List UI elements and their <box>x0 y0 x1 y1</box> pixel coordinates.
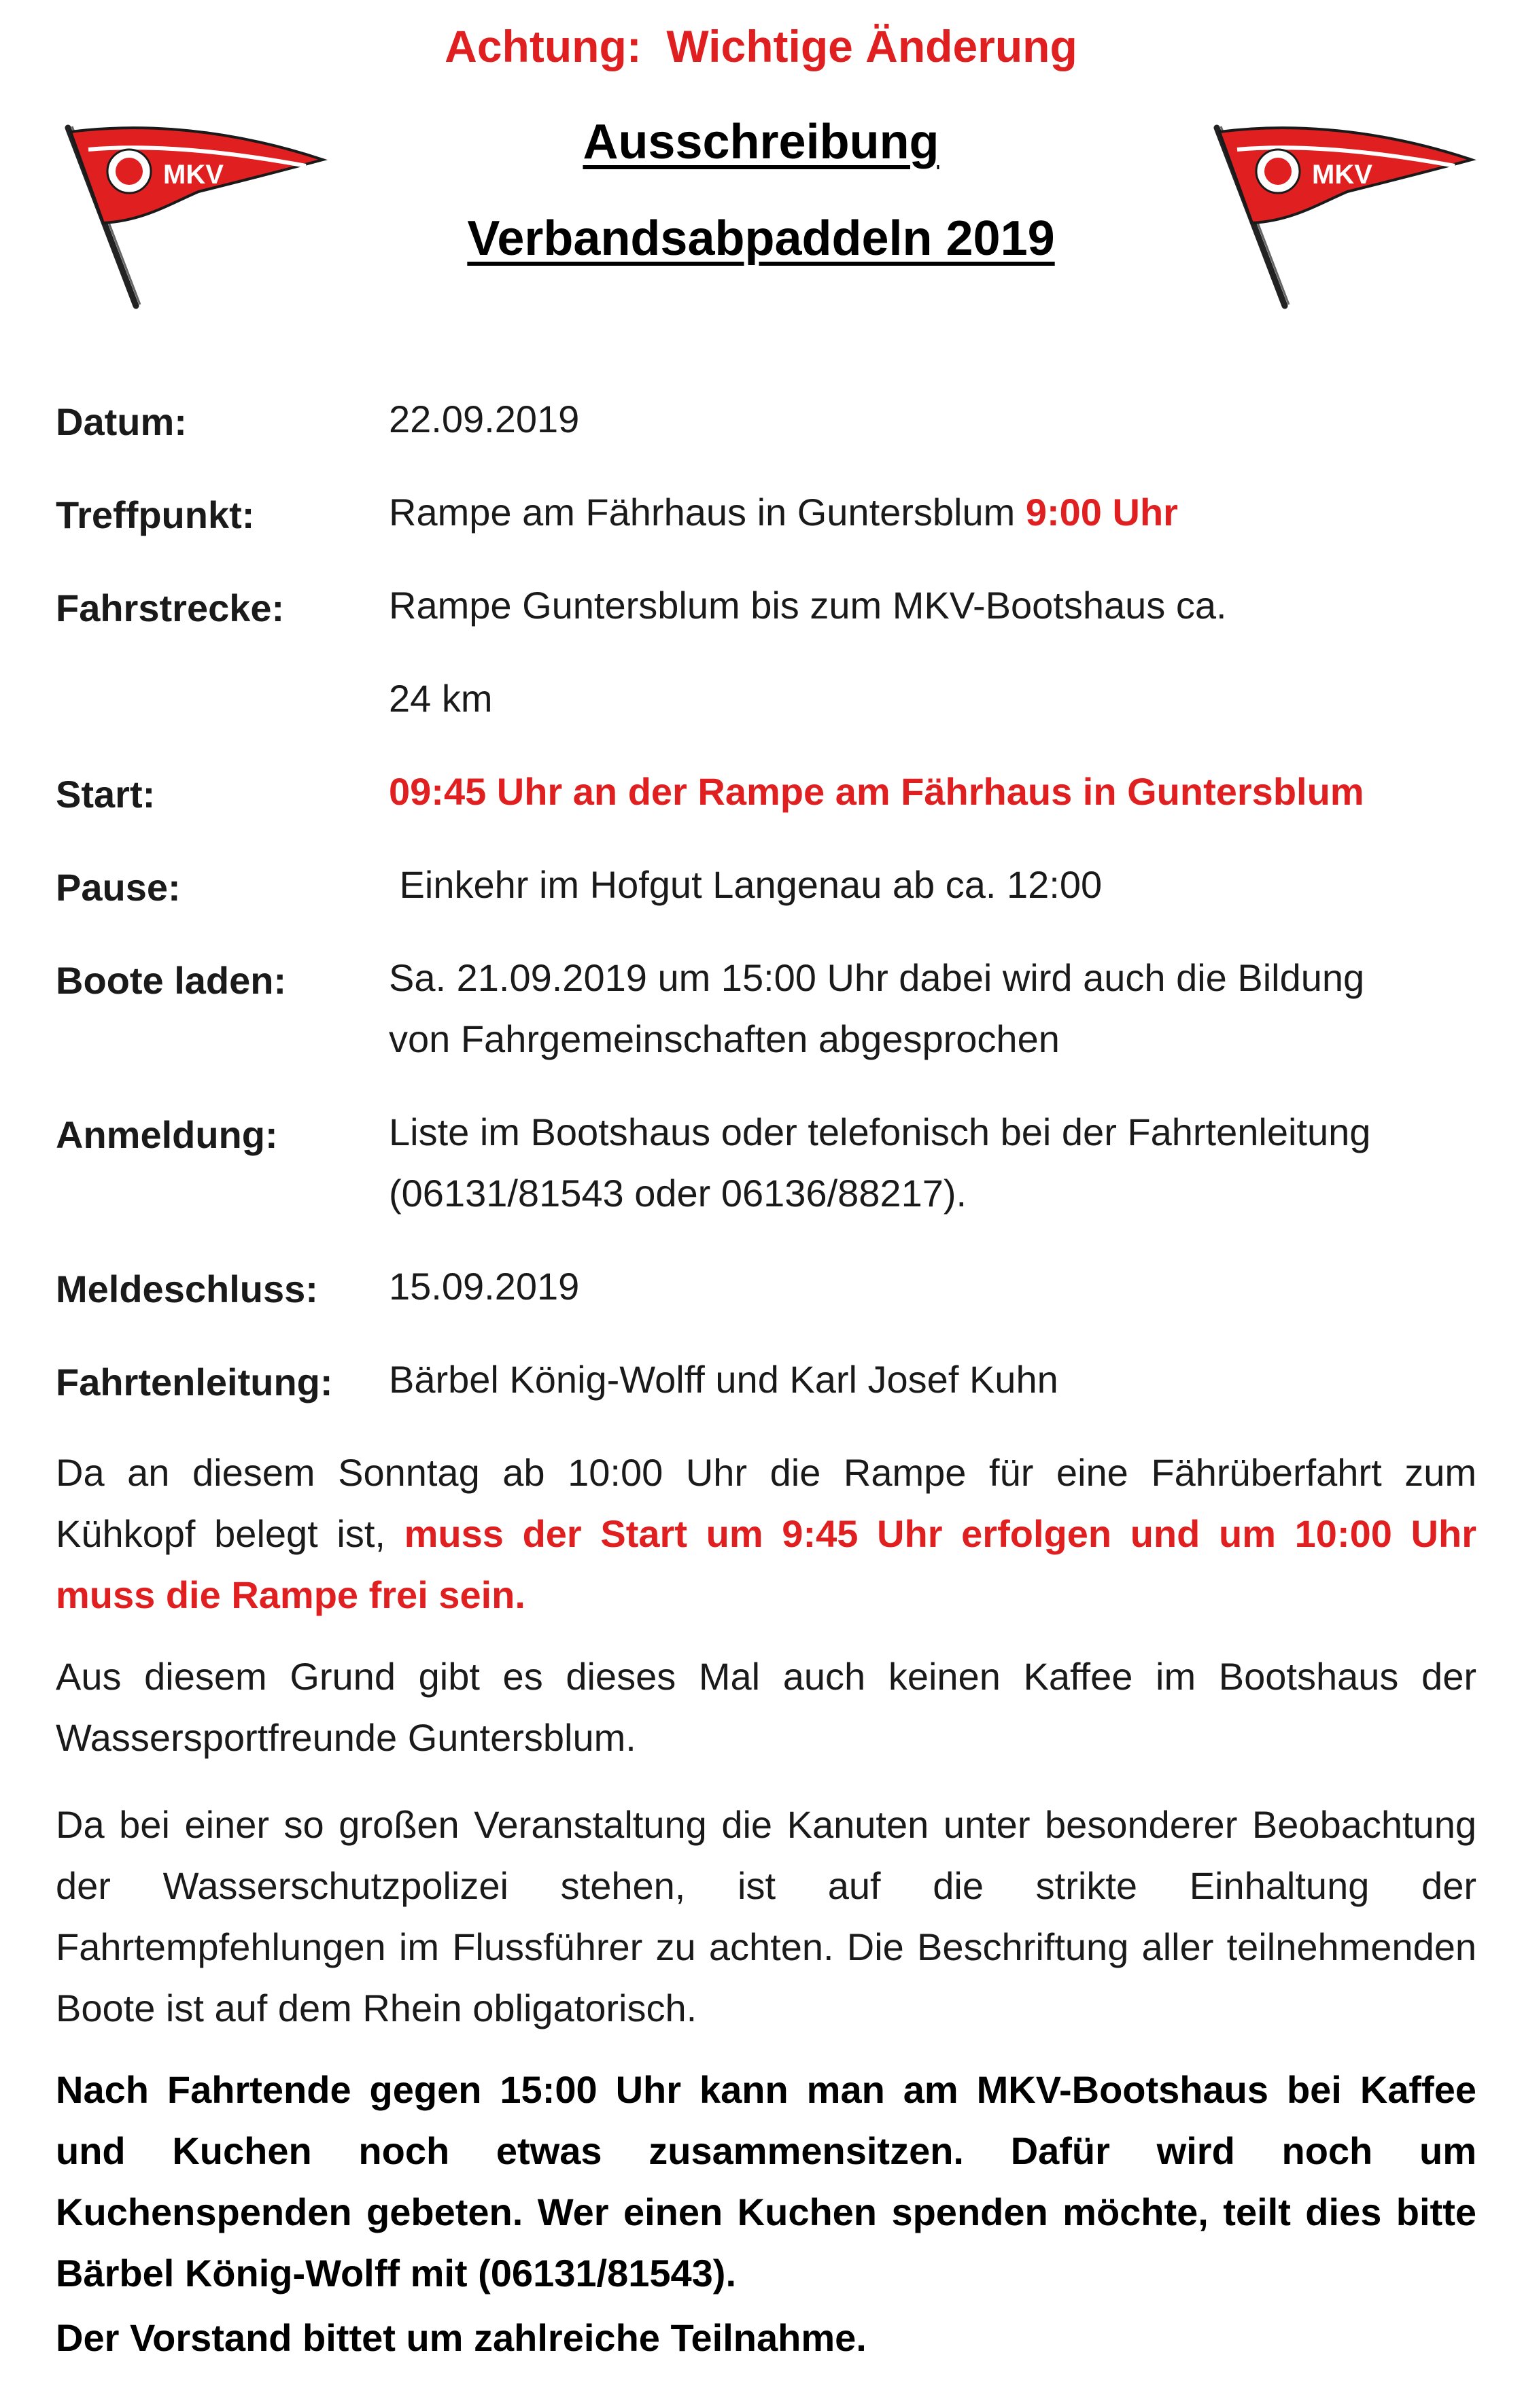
boote-laden-line1: Sa. 21.09.2019 um 15:00 Uhr dabei wird auch die Bildung <box>389 956 1365 999</box>
attention-heading: Achtung: Wichtige Änderung <box>445 21 1077 71</box>
treffpunkt-value: Rampe am Fährhaus in Guntersblum <box>389 491 1016 534</box>
boote-laden-line2: von Fahrgemeinschaften abgesprochen <box>389 1017 1060 1060</box>
anmeldung-line2: (06131/81543 oder 06136/88217). <box>389 1172 967 1215</box>
paragraph-vorstand: Der Vorstand bittet um zahlreiche Teilnahme. <box>56 2316 867 2359</box>
logo-text-left: MKV <box>163 160 224 190</box>
paragraph-kaffee: Aus diesem Grund gibt es dieses Mal auch keinen Kaffee im Bootshaus der Wassersportfreunde Guntersblum. <box>56 1655 1476 1759</box>
anmeldung-line1: Liste im Bootshaus oder telefonisch bei der Fahrtenleitung <box>389 1111 1371 1153</box>
meldeschluss-value: 15.09.2019 <box>389 1265 580 1308</box>
paragraph-wasserschutz: Da bei einer so großen Veranstaltung die Kanuten unter besonderer Beobachtung der Wasserschutzpolizei stehen, ist auf die strikte Einhaltung der Fahrtempfehlungen im Flussführer zu achten. Die Beschriftung aller teilnehmenden Boote ist auf dem Rhein obligatorisch. <box>56 1803 1476 2029</box>
fahrtenleitung-value: Bärbel König-Wolff und Karl Josef Kuhn <box>389 1358 1058 1401</box>
fahrstrecke-km: 24 km <box>389 677 493 720</box>
boote-laden-label: Boote laden: <box>56 959 287 1002</box>
paragraph-fahrtende: Nach Fahrtende gegen 15:00 Uhr kann man am MKV-Bootshaus bei Kaffee und Kuchen noch etwas zusammensitzen. Dafür wird noch um Kuchenspenden gebeten. Wer einen Kuchen spenden möchte, teilt dies bitte Bärbel König-Wolff mit (06131/81543). <box>56 2068 1476 2294</box>
treffpunkt-row <box>389 482 1178 543</box>
start-label: Start: <box>56 773 156 816</box>
paragraph-rampe-text: Da an diesem Sonntag ab 10:00 Uhr die Rampe für eine Fährüberfahrt zum Kühkopf belegt ist, <box>56 1451 1476 1555</box>
pause-value: Einkehr im Hofgut Langenau ab ca. 12:00 <box>389 863 1103 906</box>
fahrstrecke-label: Fahrstrecke: <box>56 587 285 629</box>
paragraph-rampe <box>56 1442 1476 1626</box>
document-subtitle: Verbandsabpaddeln 2019 <box>467 211 1055 266</box>
datum-value: 22.09.2019 <box>389 398 580 440</box>
mkv-pennant-logo-left <box>48 109 333 333</box>
datum-label: Datum: <box>56 400 187 443</box>
anmeldung-label: Anmeldung: <box>56 1113 278 1156</box>
treffpunkt-label: Treffpunkt: <box>56 493 255 536</box>
start-value: 09:45 Uhr an der Rampe am Fährhaus in Guntersblum <box>389 770 1364 813</box>
fahrtenleitung-label: Fahrtenleitung: <box>56 1361 333 1403</box>
logo-text-right: MKV <box>1312 160 1372 190</box>
paragraph-rampe-highlight: muss der Start um 9:45 Uhr erfolgen und um 10:00 Uhr muss die Rampe frei sein. <box>56 1512 1476 1616</box>
meldeschluss-label: Meldeschluss: <box>56 1268 318 1310</box>
pause-label: Pause: <box>56 866 181 909</box>
fahrstrecke-value: Rampe Guntersblum bis zum MKV-Bootshaus ca. <box>389 584 1227 627</box>
mkv-pennant-logo-right <box>1196 109 1482 333</box>
treffpunkt-time: 9:00 Uhr <box>1025 491 1178 534</box>
document-title: Ausschreibung <box>583 115 939 169</box>
